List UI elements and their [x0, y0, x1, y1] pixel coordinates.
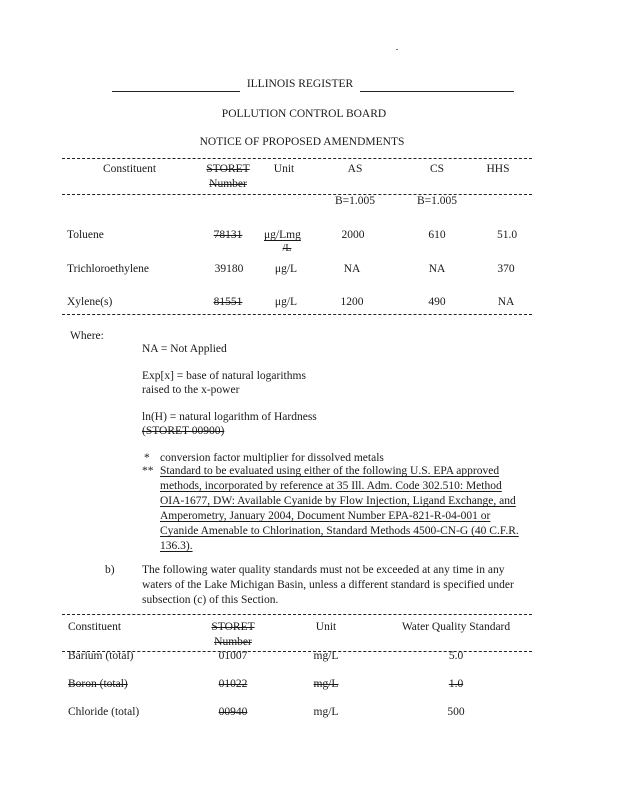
table2-header-unit: Unit: [315, 621, 337, 633]
table1-row-toluene-constituent: Toluene: [67, 229, 104, 241]
board-title: POLLUTION CONTROL BOARD: [221, 108, 387, 120]
footnote-conversion-factor: conversion factor multiplier for dissolved metals: [160, 452, 384, 464]
table1-row-toluene-hhs: 51.0: [496, 229, 518, 241]
table2-row-chloride-standard: 500: [447, 706, 465, 718]
register-title: ILLINOIS REGISTER: [246, 78, 354, 90]
footnote-line: OIA-1677, DW: Available Cyanide by Flow Injection, Ligand Exchange, and: [160, 495, 516, 507]
table2-row-barium-standard: 5.0: [448, 650, 464, 662]
table2-header-constituent: Constituent: [68, 621, 122, 633]
table1-row-tce-constituent: Trichloroethylene: [67, 263, 149, 275]
subsection-b-line: The following water quality standards must not be exceeded at any time in any: [142, 564, 505, 576]
table2-top-rule: [62, 614, 532, 615]
table1-row-tce-hhs: 370: [497, 263, 515, 275]
unit-underlined: μg/Lmg: [264, 229, 301, 241]
subsection-b-line: subsection (c) of this Section.: [142, 594, 279, 606]
where-na-definition: NA = Not Applied: [142, 343, 227, 355]
table1-header-hhs: HHS: [486, 163, 510, 175]
table1-header-number: Number: [209, 178, 247, 190]
table2-row-barium-unit: mg/L: [313, 650, 339, 662]
notice-title: NOTICE OF PROPOSED AMENDMENTS: [199, 136, 405, 148]
table1-row-tce-cs: NA: [428, 263, 446, 275]
table1-row-xylene-as: 1200: [340, 296, 364, 308]
header-rule-left: [112, 91, 240, 92]
table1-row-xylene-storet: 81551: [213, 296, 243, 308]
table2-header-storet: STORET: [211, 621, 255, 633]
table1-row-toluene-as: 2000: [341, 229, 365, 241]
table2-row-boron-unit: mg/L: [313, 678, 339, 690]
table2-row-boron-storet: 01022: [218, 678, 248, 690]
table2-row-barium-storet: 01007: [218, 650, 248, 662]
footnote-line: 136.3).: [160, 540, 193, 552]
footnote-cyanide-methods: [160, 464, 540, 554]
table1-row-toluene-cs: 610: [428, 229, 446, 241]
table2-row-chloride-unit: mg/L: [313, 706, 339, 718]
table2-header-number: Number: [214, 636, 252, 648]
table1-top-rule: [62, 158, 532, 159]
subsection-b-text: [142, 563, 542, 608]
footnote-single-mark: *: [144, 452, 150, 464]
table2-row-boron-constituent: Boron (total): [68, 678, 128, 690]
where-storet-struck: (STORET 00900): [142, 425, 225, 437]
table1-row-xylene-cs: 490: [428, 296, 446, 308]
where-exp-definition-cont: raised to the x-power: [142, 384, 240, 396]
table1-row-toluene-storet: 78131: [213, 229, 243, 241]
table1-row-xylene-constituent: Xylene(s): [67, 296, 113, 308]
footnote-double-mark: **: [142, 465, 154, 477]
table1-row-xylene-unit: μg/L: [274, 296, 298, 308]
header-rule-right: [360, 91, 514, 92]
table2-row-barium-constituent: Barium (total): [68, 650, 134, 662]
subsection-b-line: waters of the Lake Michigan Basin, unless a different standard is specified under: [142, 579, 514, 591]
table2-row-chloride-storet: 00940: [218, 706, 248, 718]
table1-header-rule: [62, 194, 532, 195]
footnote-line: methods, incorporated by reference at 35 Ill. Adm. Code 302.510: Method: [160, 480, 502, 492]
table1-header-constituent: Constituent: [103, 163, 157, 175]
table1-row-tce-storet: 39180: [214, 263, 244, 275]
table1-header-unit: Unit: [273, 163, 295, 175]
where-label: Where:: [70, 330, 104, 342]
where-exp-definition: Exp[x] = base of natural logarithms: [142, 370, 306, 382]
table1-row-xylene-hhs: NA: [497, 296, 515, 308]
table1-row-tce-unit: μg/L: [274, 263, 298, 275]
table2-row-boron-standard: 1.0: [448, 678, 464, 690]
table2-row-chloride-constituent: Chloride (total): [68, 706, 140, 718]
table1-row-toluene-unit2: /L: [282, 243, 292, 254]
table1-subheader-cs: B=1.005: [416, 195, 458, 207]
table1-row-tce-as: NA: [343, 263, 361, 275]
table1-header-as: AS: [347, 163, 363, 175]
table1-header-cs: CS: [429, 163, 445, 175]
footnote-line: Amperometry, January 2004, Document Number EPA-821-R-04-001 or: [160, 510, 491, 522]
table2-header-standard: Water Quality Standard: [401, 621, 511, 633]
table1-row-toluene-unit: [264, 229, 301, 242]
table1-bottom-rule: [62, 314, 532, 315]
footnote-line: Cyanide Amenable to Chlorination, Standard Methods 4500-CN-G (40 C.F.R.: [160, 525, 519, 537]
table1-subheader-as: B=1.005: [334, 195, 376, 207]
table1-header-storet: STORET: [206, 163, 250, 175]
scan-speck: [396, 49, 398, 50]
where-ln-definition: ln(H) = natural logarithm of Hardness: [142, 411, 317, 423]
subsection-b-label: b): [105, 564, 115, 576]
footnote-line: Standard to be evaluated using either of the following U.S. EPA approved: [160, 465, 500, 477]
